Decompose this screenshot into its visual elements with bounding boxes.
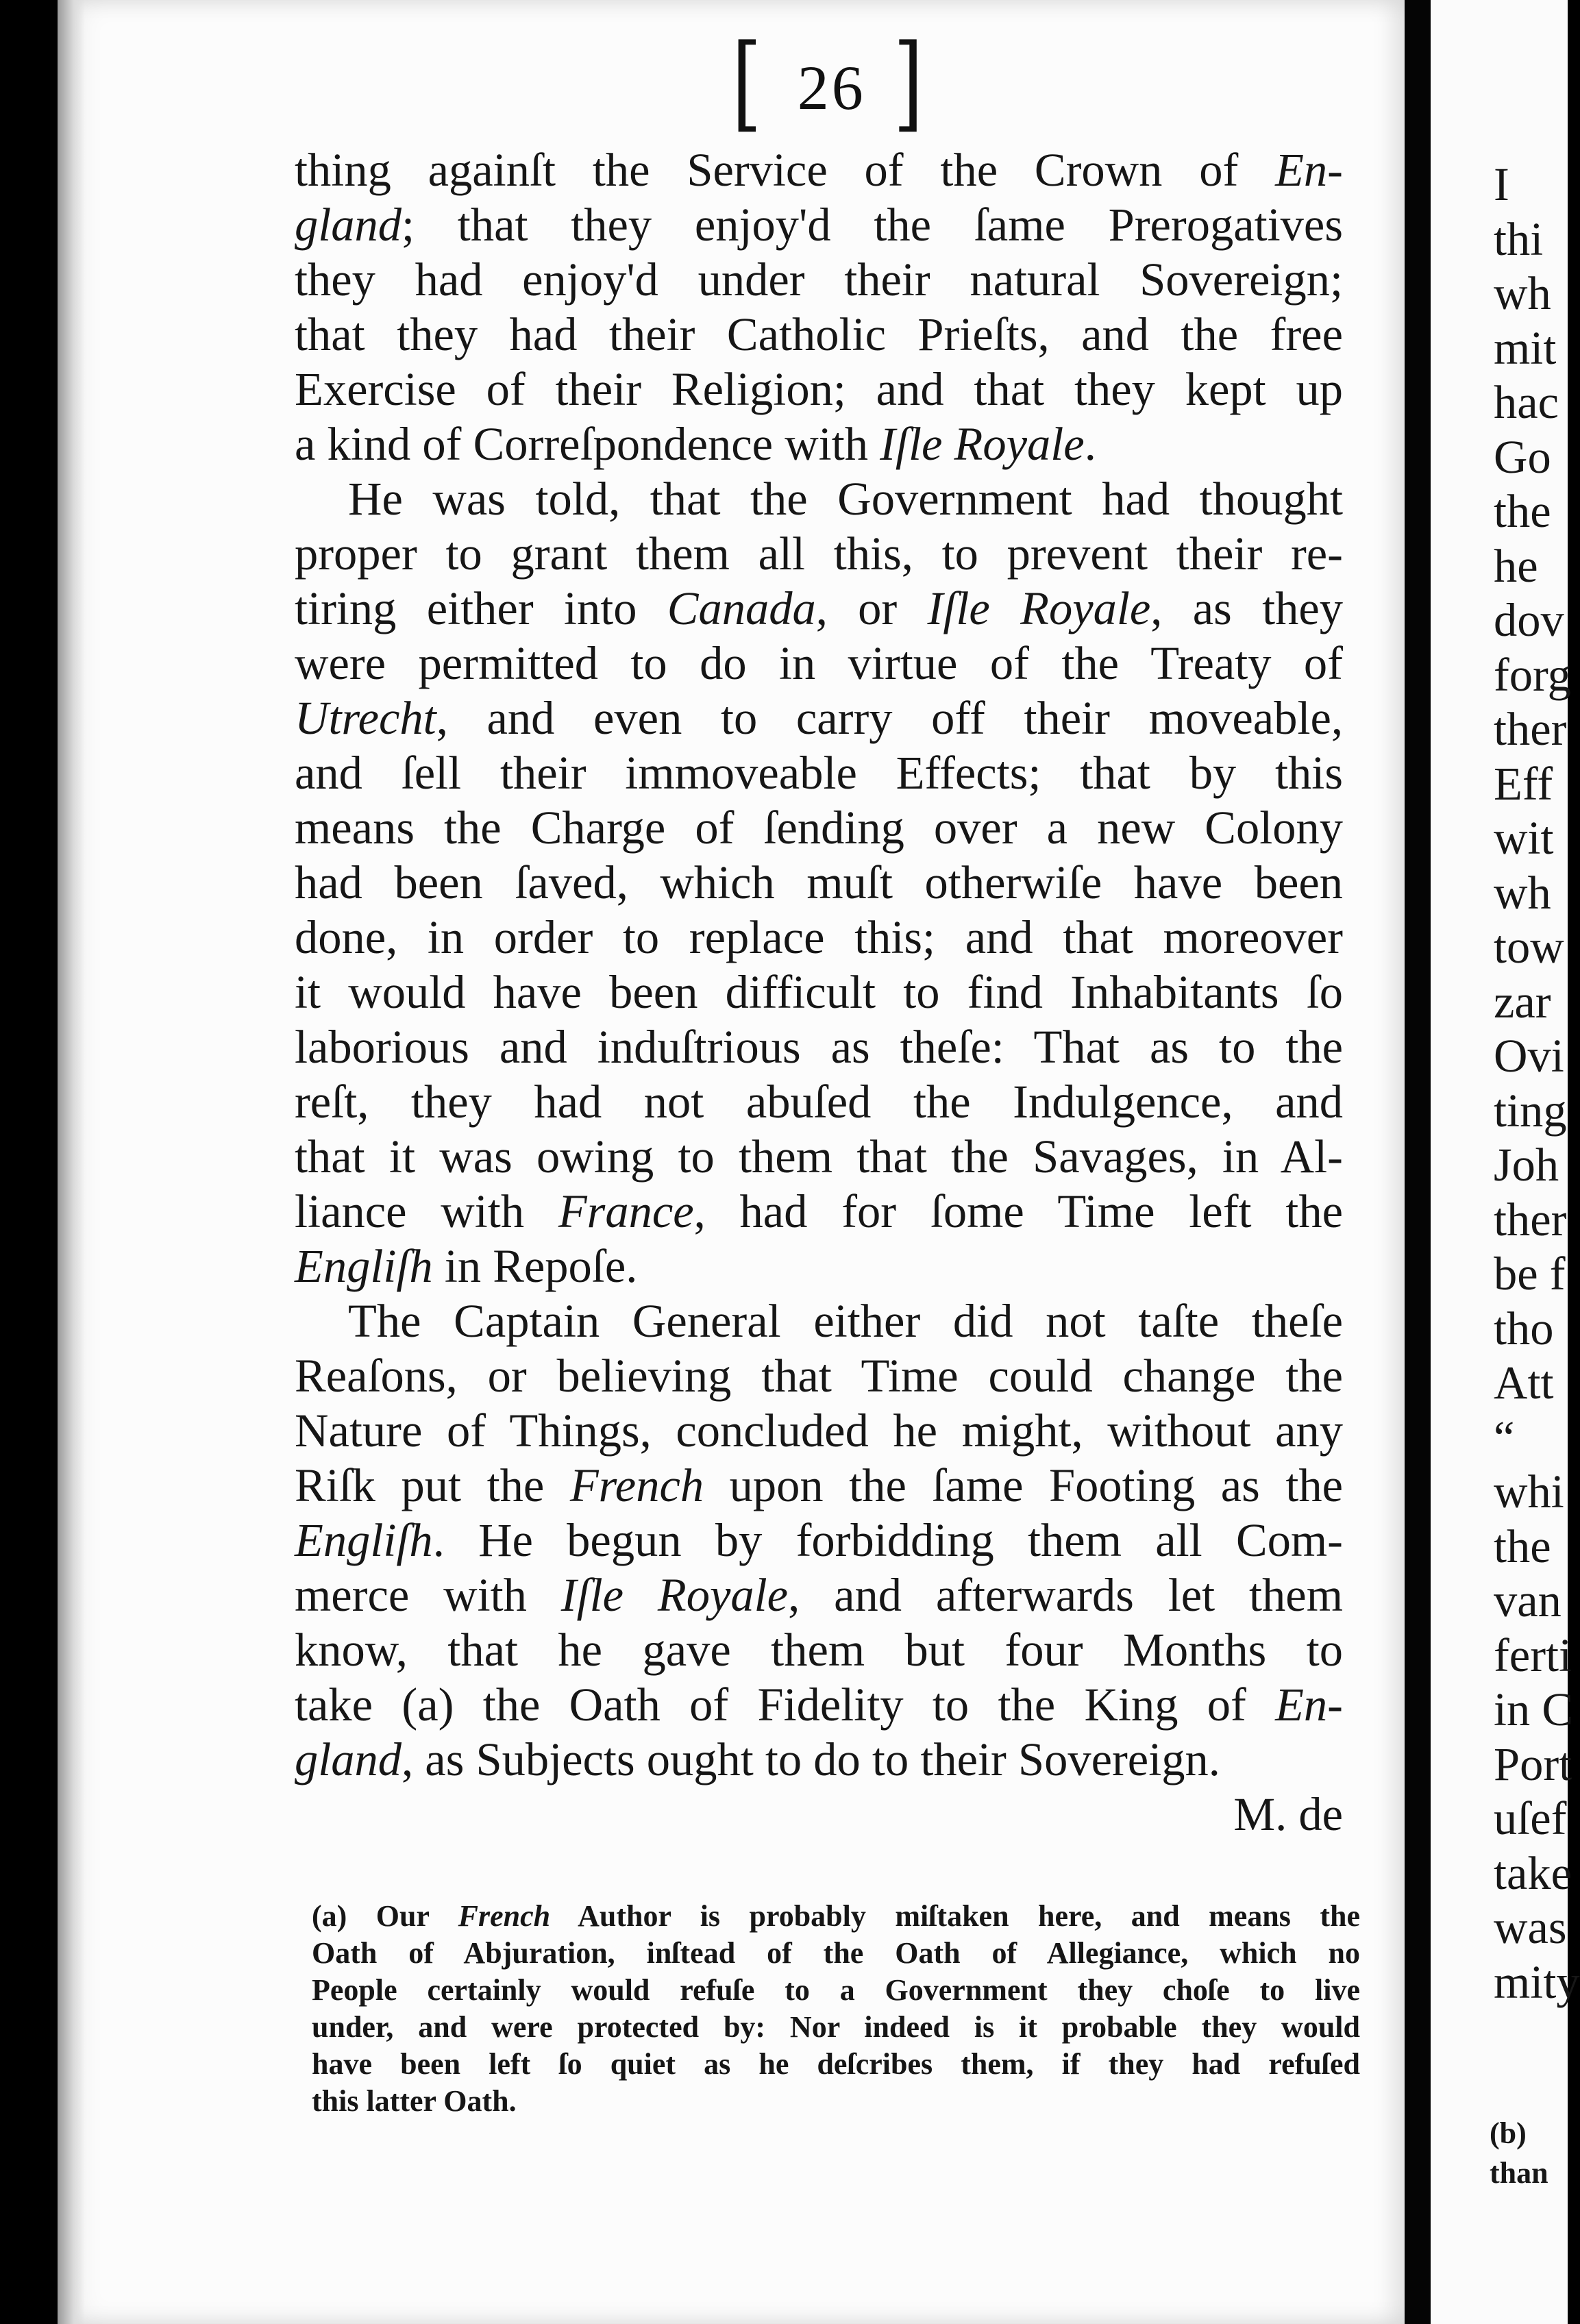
text-line: that they had their Catholic Prieſts, and the free bbox=[295, 308, 1343, 360]
footnote-line: under, and were protected by: Nor indeed is it probable they would bbox=[312, 2010, 1360, 2044]
page-header bbox=[732, 23, 937, 143]
next-page-line: wh bbox=[1494, 866, 1551, 919]
next-page-line: ferti bbox=[1494, 1629, 1572, 1681]
next-page-line: was bbox=[1494, 1901, 1567, 1953]
text-line: He was told, that the Government had thought bbox=[348, 473, 1343, 525]
book-gutter bbox=[1405, 0, 1431, 2324]
text-line: merce with Iſle Royale, and afterwards let them bbox=[295, 1569, 1343, 1621]
footnote-line: (a) Our French Author is probably miſtaken here, and means the bbox=[312, 1899, 1360, 1933]
text-line: that it was owing to them that the Savages, in Al- bbox=[295, 1130, 1343, 1183]
next-page-line: dov bbox=[1494, 594, 1564, 646]
text-line: a kind of Correſpondence with Iſle Royale. bbox=[295, 418, 1096, 470]
next-page-line: Ovi bbox=[1494, 1030, 1564, 1082]
next-page-line: he bbox=[1494, 539, 1538, 592]
text-line: Reaſons, or believing that Time could change the bbox=[295, 1350, 1343, 1402]
text-line: reſt, they had not abuſed the Indulgence, and bbox=[295, 1076, 1343, 1128]
next-page-line: Go bbox=[1494, 430, 1551, 483]
next-page-line: take bbox=[1494, 1846, 1572, 1899]
text-line: know, that he gave them but four Months to bbox=[295, 1624, 1343, 1676]
next-page-footnote-line: (b) bbox=[1490, 2116, 1527, 2150]
text-line: done, in order to replace this; and that moreover bbox=[295, 911, 1343, 963]
next-page-line: uſef bbox=[1494, 1792, 1567, 1844]
text-line: they had enjoy'd under their natural Sovereign; bbox=[295, 254, 1343, 306]
text-line: gland, as Subjects ought to do to their Sovereign. bbox=[295, 1733, 1220, 1785]
next-page-line: zar bbox=[1494, 975, 1551, 1028]
footnote-line: Oath of Abjuration, inſtead of the Oath of Allegiance, which no bbox=[312, 1936, 1360, 1970]
next-page-line: the bbox=[1494, 1520, 1551, 1572]
next-page-line: mit bbox=[1494, 321, 1557, 374]
next-page-line: tho bbox=[1494, 1302, 1554, 1355]
text-line: laborious and induſtrious as theſe: That as to the bbox=[295, 1021, 1343, 1073]
page-edge-shadow bbox=[58, 0, 85, 2324]
text-line: The Captain General either did not taſte theſe bbox=[348, 1295, 1343, 1347]
catchword: M. de bbox=[1233, 1788, 1343, 1840]
next-page-text bbox=[1494, 158, 1580, 2010]
text-line: liance with France, had for ſome Time left the bbox=[295, 1185, 1343, 1237]
next-page-line: wit bbox=[1494, 812, 1554, 864]
body-text bbox=[295, 143, 1343, 1842]
text-line: means the Charge of ſending over a new Colony bbox=[295, 802, 1343, 854]
text-line: Riſk put the French upon the ſame Footing as the bbox=[295, 1459, 1344, 1511]
next-page-line: be f bbox=[1494, 1248, 1566, 1300]
next-page-line: forg bbox=[1494, 648, 1571, 701]
next-page-footnote-line: than bbox=[1490, 2156, 1548, 2190]
next-page-line: the bbox=[1494, 485, 1551, 537]
next-page-line: Joh bbox=[1494, 1139, 1559, 1191]
next-page-sliver bbox=[1431, 0, 1580, 2324]
text-line: tiring either into Canada, or Iſle Royale, as they bbox=[295, 582, 1344, 634]
text-line: Engliſh. He begun by forbidding them all Com- bbox=[295, 1514, 1343, 1566]
footnote-line: People certainly would refuſe to a Government they choſe to live bbox=[312, 1973, 1360, 2007]
next-page-line: ther bbox=[1494, 703, 1567, 755]
next-page-footnote bbox=[1490, 2114, 1548, 2193]
text-line: it would have been difficult to find Inhabitants ſo bbox=[295, 966, 1343, 1018]
next-page-line: thi bbox=[1494, 212, 1544, 265]
footnote bbox=[312, 1898, 1360, 2120]
next-page-line: Att bbox=[1494, 1357, 1554, 1409]
page-number: 26 bbox=[797, 53, 866, 123]
text-line: Utrecht, and even to carry off their moveable, bbox=[295, 692, 1343, 744]
next-page-line: ting bbox=[1494, 1084, 1567, 1137]
text-line: Engliſh in Repoſe. bbox=[295, 1240, 638, 1292]
right-bracket-glyph: ] bbox=[893, 23, 932, 143]
next-page-line: hac bbox=[1494, 376, 1559, 428]
next-page-line: ther bbox=[1494, 1193, 1567, 1246]
next-page-line: tow bbox=[1494, 921, 1564, 973]
left-bracket-glyph: [ bbox=[732, 23, 770, 143]
next-page-line: wh bbox=[1494, 267, 1551, 319]
next-page-line: in C bbox=[1494, 1683, 1574, 1735]
footnote-line: this latter Oath. bbox=[312, 2084, 517, 2118]
text-line: and ſell their immoveable Effects; that by this bbox=[295, 747, 1343, 799]
footnote-line: have been left ſo quiet as he deſcribes them, if they had refuſed bbox=[312, 2047, 1360, 2081]
next-page-line: van bbox=[1494, 1574, 1562, 1627]
text-line: had been ſaved, which muſt otherwiſe have been bbox=[295, 856, 1343, 908]
text-line: thing againſt the Service of the Crown of En- bbox=[295, 144, 1343, 196]
next-page-line: “ bbox=[1494, 1411, 1515, 1463]
text-line: Exercise of their Religion; and that they kept up bbox=[295, 363, 1343, 415]
text-line: take (a) the Oath of Fidelity to the King of En- bbox=[295, 1679, 1343, 1731]
next-page-line: I bbox=[1494, 158, 1509, 210]
next-page-line: Port bbox=[1494, 1738, 1572, 1790]
text-line: were permitted to do in virtue of the Treaty of bbox=[295, 637, 1343, 689]
next-page-line: mity bbox=[1494, 1955, 1580, 2008]
next-page-line: Eff bbox=[1494, 757, 1553, 810]
next-page-line: whi bbox=[1494, 1466, 1564, 1518]
text-line: Nature of Things, concluded he might, without any bbox=[295, 1405, 1343, 1457]
text-line: gland; that they enjoy'd the ſame Prerogatives bbox=[295, 199, 1343, 251]
text-line: proper to grant them all this, to prevent their re- bbox=[295, 528, 1343, 580]
